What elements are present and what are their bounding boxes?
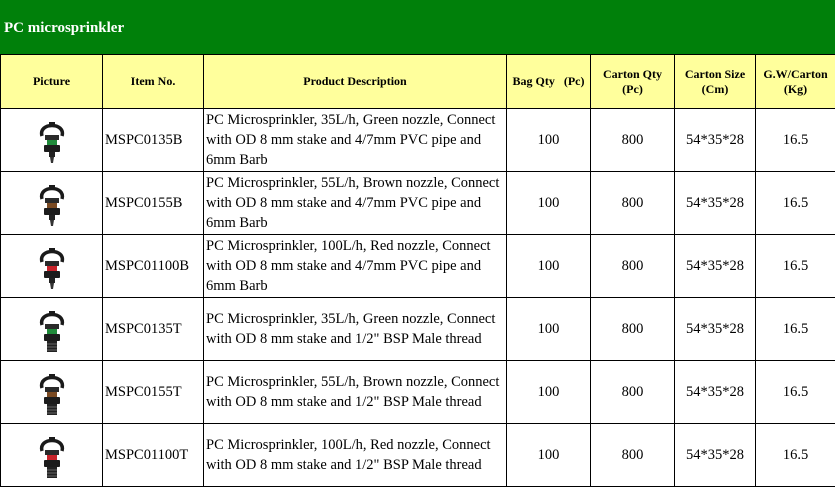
table-row [1, 361, 835, 424]
table-row [1, 424, 835, 487]
header-gw-carton: G.W/Carton (Kg) [756, 55, 835, 109]
carton-size-cell: 54*35*28 [675, 298, 756, 361]
item-no-cell: MSPC01100B [103, 235, 204, 298]
description-cell: PC Microsprinkler, 55L/h, Brown nozzle, Connect with OD 8 mm stake and 1/2" BSP Male thread [204, 361, 507, 424]
microsprinkler-barb-icon [1, 179, 102, 227]
carton-size-cell: 54*35*28 [675, 235, 756, 298]
microsprinkler-thread-icon [1, 368, 102, 416]
header-picture: Picture [1, 55, 103, 109]
microsprinkler-thread-icon [1, 431, 102, 479]
item-no-cell: MSPC01100T [103, 424, 204, 487]
carton-size-cell: 54*35*28 [675, 109, 756, 172]
item-no-cell: MSPC0155T [103, 361, 204, 424]
header-description: Product Description [204, 55, 507, 109]
header-carton-qty: Carton Qty (Pc) [591, 55, 675, 109]
description-cell: PC Microsprinkler, 35L/h, Green nozzle, Connect with OD 8 mm stake and 1/2" BSP Male thread [204, 298, 507, 361]
carton-qty-cell: 800 [591, 235, 675, 298]
carton-qty-cell: 800 [591, 298, 675, 361]
gw-carton-cell: 16.5 [756, 298, 835, 361]
product-table [0, 54, 835, 487]
item-no-cell: MSPC0135B [103, 109, 204, 172]
description-cell: PC Microsprinkler, 35L/h, Green nozzle, Connect with OD 8 mm stake and 4/7mm PVC pipe and 6mm Barb [204, 109, 507, 172]
item-no-cell: MSPC0155B [103, 172, 204, 235]
gw-carton-cell: 16.5 [756, 172, 835, 235]
carton-size-cell: 54*35*28 [675, 424, 756, 487]
bag-qty-cell: 100 [507, 361, 591, 424]
bag-qty-cell: 100 [507, 172, 591, 235]
table-row [1, 109, 835, 172]
picture-cell [1, 424, 103, 487]
picture-cell [1, 172, 103, 235]
carton-size-cell: 54*35*28 [675, 172, 756, 235]
header-row [1, 55, 835, 109]
picture-cell [1, 235, 103, 298]
carton-qty-cell: 800 [591, 109, 675, 172]
description-cell: PC Microsprinkler, 100L/h, Red nozzle, Connect with OD 8 mm stake and 4/7mm PVC pipe and 6mm Barb [204, 235, 507, 298]
table-row [1, 235, 835, 298]
gw-carton-cell: 16.5 [756, 424, 835, 487]
microsprinkler-barb-icon [1, 116, 102, 164]
item-no-cell: MSPC0135T [103, 298, 204, 361]
bag-qty-cell: 100 [507, 235, 591, 298]
description-cell: PC Microsprinkler, 100L/h, Red nozzle, Connect with OD 8 mm stake and 1/2" BSP Male thread [204, 424, 507, 487]
gw-carton-cell: 16.5 [756, 235, 835, 298]
picture-cell [1, 361, 103, 424]
bag-qty-cell: 100 [507, 109, 591, 172]
header-item-no: Item No. [103, 55, 204, 109]
gw-carton-cell: 16.5 [756, 361, 835, 424]
sheet-title: PC microsprinkler [0, 0, 835, 54]
picture-cell [1, 109, 103, 172]
carton-qty-cell: 800 [591, 361, 675, 424]
picture-cell [1, 298, 103, 361]
carton-qty-cell: 800 [591, 172, 675, 235]
microsprinkler-barb-icon [1, 242, 102, 290]
carton-size-cell: 54*35*28 [675, 361, 756, 424]
header-carton-size: Carton Size (Cm) [675, 55, 756, 109]
bag-qty-cell: 100 [507, 424, 591, 487]
bag-qty-cell: 100 [507, 298, 591, 361]
table-row [1, 298, 835, 361]
header-bag-qty: Bag Qty (Pc) [507, 55, 591, 109]
description-cell: PC Microsprinkler, 55L/h, Brown nozzle, Connect with OD 8 mm stake and 4/7mm PVC pipe and 6mm Barb [204, 172, 507, 235]
gw-carton-cell: 16.5 [756, 109, 835, 172]
table-row [1, 172, 835, 235]
microsprinkler-thread-icon [1, 305, 102, 353]
carton-qty-cell: 800 [591, 424, 675, 487]
